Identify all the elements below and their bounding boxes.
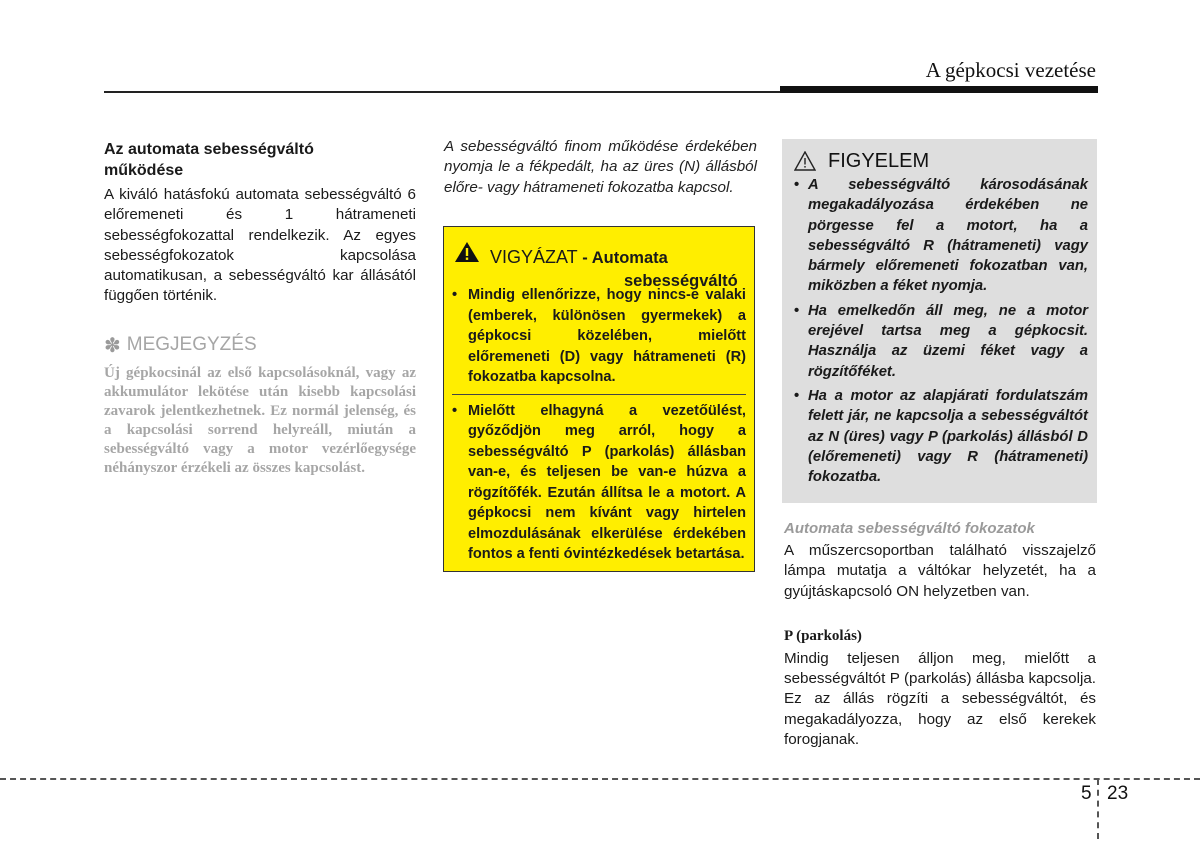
header-rule-thick: [780, 86, 1098, 93]
section-body: A kiváló hatásfokú automata sebességváltó 6 előremeneti és 1 hátrameneti sebességfokozattal rendelkezik. Az egyes sebességfokozatok kapcsolása automatikusan, a sebességváltó kar állásától függően történik.: [104, 186, 416, 305]
park-heading: P (parkolás): [784, 627, 862, 644]
caution-item-text: Mindig ellenőrizze, hogy nincs-e valaki (emberek, különösen gyermekek) a gépkocsi közelében, mielőtt előremeneti (D) vagy hátrameneti (R) fokozatba kapcsolna.: [468, 287, 746, 385]
warning-box: [782, 139, 1097, 503]
section-title: [104, 139, 416, 181]
warning-item-text: A sebességváltó károsodásának megakadályozása érdekében ne pörgesse fel a motort, ha a sebességváltó R (hátrameneti) vagy bármely előremeneti fokozatban van, miközben a féket nyomja.: [808, 177, 1088, 295]
footer-vertical-divider: [1097, 779, 1099, 839]
warning-heading: [794, 147, 929, 175]
right-column: [784, 520, 1096, 750]
warning-item: • Ha a motor az alapjárati fordulatszám felett jár, ne kapcsolja a sebességváltót az N (üres) vagy P (parkolás) állásból D (előremeneti) vagy R (hátrameneti) fokozatba.: [794, 387, 1088, 486]
subsection-body: A műszercsoportban található visszajelző lámpa mutatja a váltókar helyzetét, ha a gyújtáskapcsoló ON helyzetben van.: [784, 542, 1096, 600]
warning-item: • A sebességváltó károsodásának megakadályozása érdekében ne pörgesse fel a motort, ha a sebességváltó R (hátrameneti) vagy bármely előremeneti fokozatban van, miközben a féket nyomja.: [794, 177, 1088, 295]
warning-item-text: Ha a motor az alapjárati fordulatszám felett jár, ne kapcsolja a sebességváltót az N (üres) vagy P (parkolás) állásból D (előremeneti) vagy R (hátrameneti) fokozatba.: [808, 387, 1088, 486]
note-title: MEGJEGYZÉS: [126, 334, 257, 356]
caution-box: [443, 226, 755, 572]
caution-title-sub2: sebességváltó: [624, 272, 738, 290]
section-title-line1: Az automata sebességváltó: [104, 141, 314, 158]
warning-title: FIGYELEM: [828, 149, 930, 172]
caution-item-text: Mielőtt elhagyná a vezetőülést, győződjön meg arról, hogy a sebességváltó P (parkolás) állásban van-e, és teljesen be van-e húzva a rögzítőfék. Ezután állítsa le a motort. A gépkocsi nem kívánt vagy hirtelen elmozdulásának elkerülése érdekében fontos a fenti óvintézkedések betartása.: [468, 402, 746, 562]
caution-triangle-icon: [454, 241, 480, 263]
caution-heading: [454, 237, 746, 291]
caution-item: • Mielőtt elhagyná a vezetőülést, győződjön meg arról, hogy a sebességváltó P (parkolás) állásban van-e, és teljesen be van-e húzva a rögzítőfék. Ezután állítsa le a motort. A gépkocsi nem kívánt vagy hirtelen elmozdulásának elkerülése érdekében fontos a fenti óvintézkedések betartása.: [452, 394, 746, 565]
middle-column: [444, 137, 757, 198]
note-heading: [104, 333, 416, 358]
page-number: 23: [1107, 783, 1129, 804]
page-header-title: A gépkocsi vezetése: [925, 58, 1096, 82]
chapter-number: 5: [1081, 783, 1092, 804]
park-body: Mindig teljesen álljon meg, mielőtt a sebességváltót P (parkolás) állásba kapcsolja. Ez az állás rögzíti a sebességváltót, és megakadályozza, hogy az első kerekek forogjanak.: [784, 649, 1096, 749]
caution-title-main: VIGYÁZAT: [490, 247, 578, 267]
header-rule-thin: [104, 91, 780, 93]
warning-list: [794, 175, 1088, 491]
caution-title-sub1: - Automata: [577, 249, 668, 267]
warning-item: • Ha emelkedőn áll meg, ne a motor erejével tartsa meg a gépkocsit. Használja az üzemi féket vagy a rögzítőféket.: [794, 302, 1088, 380]
footer-dashed-rule: [0, 778, 1200, 780]
caution-item: • Mindig ellenőrizze, hogy nincs-e valaki (emberek, különösen gyermekek) a gépkocsi közelében, mielőtt előremeneti (D) vagy hátrameneti (R) fokozatba kapcsolna.: [452, 287, 746, 385]
left-column: [104, 139, 416, 478]
note-text: Új gépkocsinál az első kapcsolásoknál, vagy az akkumulátor lekötése után kisebb kapcsolási zavarok jelentkezhetnek. Ez normál jelenség, és a kapcsolási sorrend helyreáll, miután a sebességváltó vagy a motor vezérlőegysége néhányszor érzékeli az összes kapcsolást.: [104, 364, 416, 476]
note-star-icon: ✽: [104, 334, 121, 357]
section-title-line2: működése: [104, 162, 184, 179]
warning-triangle-icon: [794, 151, 816, 171]
caution-list: [452, 285, 746, 565]
subsection-title: Automata sebességváltó fokozatok: [784, 520, 1035, 537]
caution-title: [490, 247, 668, 268]
warning-item-text: Ha emelkedőn áll meg, ne a motor erejével tartsa meg a gépkocsit. Használja az üzemi féket vagy a rögzítőféket.: [808, 302, 1088, 380]
middle-intro: A sebességváltó finom működése érdekében nyomja le a fékpedált, ha az üres (N) állásból előre- vagy hátrameneti fokozatba kapcsol.: [444, 138, 757, 196]
